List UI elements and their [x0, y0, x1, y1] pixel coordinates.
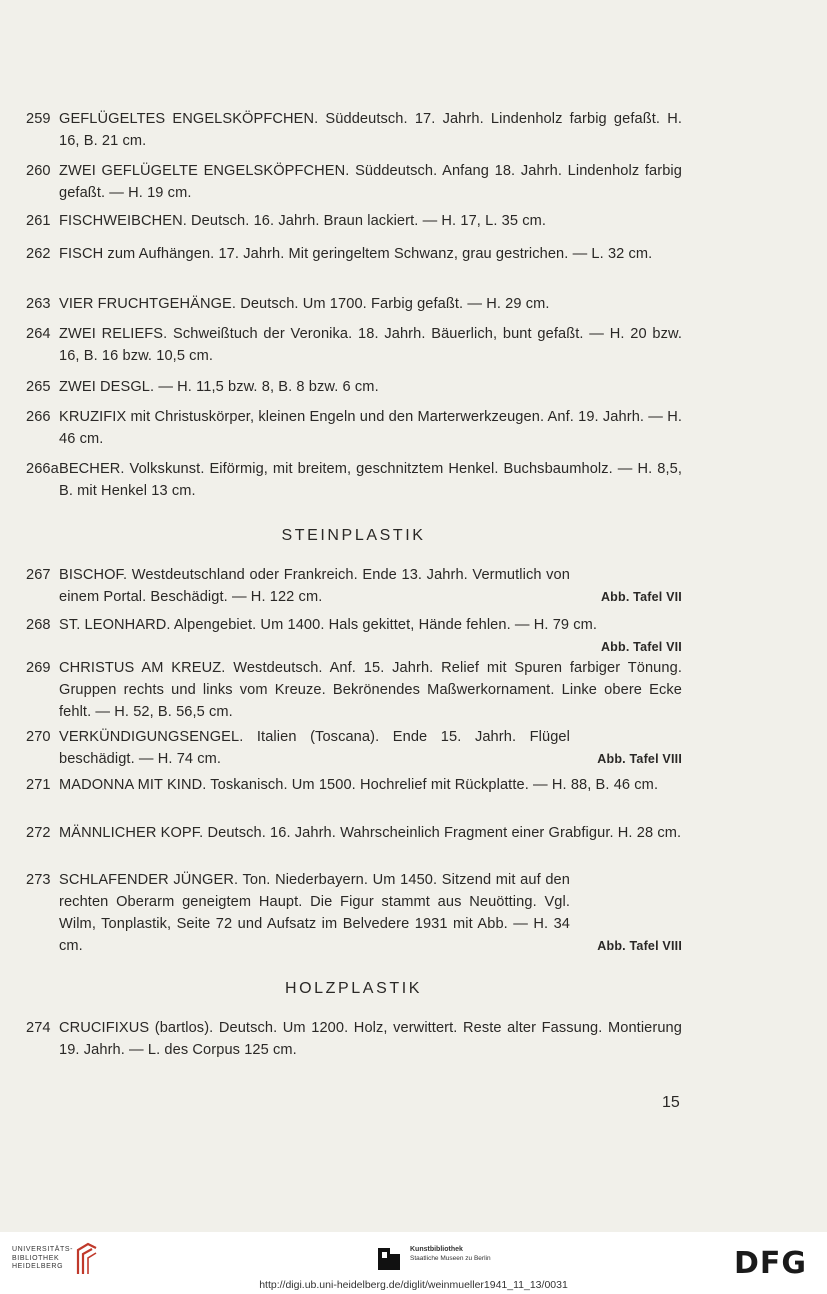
plate-reference: Abb. Tafel VIII [597, 752, 682, 766]
entry-text: BISCHOF. Westdeutschland oder Frankreich. Ende 13. Jahrh. Vermutlich von einem Portal. Beschädigt. — H. 122 cm. [59, 567, 570, 605]
entry-263 [26, 293, 682, 315]
entry-text: MADONNA MIT KIND. Toskanisch. Um 1500. Hochrelief mit Rückplatte. — H. 88, B. 46 cm. [59, 777, 659, 793]
entry-number: 268 [26, 617, 51, 633]
entry-268 [26, 614, 682, 658]
entry-number: 264 [26, 326, 51, 342]
entry-number: 266 [26, 409, 51, 425]
entry-269 [26, 657, 682, 723]
entry-text: ST. LEONHARD. Alpengebiet. Um 1400. Hals gekittet, Hände fehlen. — H. 79 cm. [59, 617, 598, 633]
kb-line-2: Staatliche Museen zu Berlin [410, 1255, 491, 1262]
source-url[interactable]: http://digi.ub.uni-heidelberg.de/diglit/weinmueller1941_11_13/0031 [259, 1279, 568, 1291]
page-number: 15 [662, 1094, 680, 1111]
entry-text: SCHLAFENDER JÜNGER. Ton. Niederbayern. Um 1450. Sitzend mit auf den rechten Oberarm geneigtem Haupt. Die Figur stammt aus Neuötting. Vgl. Wilm, Tonplastik, Seite 72 und Aufsatz im Belvedere 1931 mit Abb. — H. 34 cm. [59, 872, 570, 954]
dfg-logo: DFG [734, 1246, 808, 1281]
entry-text: FISCHWEIBCHEN. Deutsch. 16. Jahrh. Braun lackiert. — H. 17, L. 35 cm. [59, 213, 547, 229]
entry-text: VERKÜNDIGUNGSENGEL. Italien (Toscana). Ende 15. Jahrh. Flügel beschädigt. — H. 74 cm. [59, 729, 570, 767]
entry-text: BECHER. Volkskunst. Eiförmig, mit breitem, geschnitztem Henkel. Buchsbaumholz. — H. 8,5, B. mit Henkel 13 cm. [59, 461, 682, 499]
kb-line-1: Kunstbibliothek [410, 1246, 463, 1253]
kunstbibliothek-label [410, 1245, 491, 1263]
entry-260 [26, 160, 682, 204]
entry-267 [26, 564, 682, 608]
digitization-footer [0, 1232, 827, 1294]
entry-number: 262 [26, 246, 51, 262]
entry-number: 272 [26, 825, 51, 841]
uni-line-1: UNIVERSITÄTS- [12, 1246, 74, 1253]
entry-262 [26, 243, 682, 265]
entry-text: CRUCIFIXUS (bartlos). Deutsch. Um 1200. Holz, verwittert. Reste alter Fassung. Montierung 19. Jahrh. — L. des Corpus 125 cm. [59, 1020, 682, 1058]
section-heading-steinplastik: STEINPLASTIK [281, 527, 426, 544]
entry-264 [26, 323, 682, 367]
entry-270 [26, 726, 682, 770]
entry-text: ZWEI GEFLÜGELTE ENGELSKÖPFCHEN. Süddeutsch. Anfang 18. Jahrh. Lindenholz farbig gefaßt. — H. 19 cm. [59, 163, 682, 201]
university-library-label [12, 1246, 73, 1272]
entry-273 [26, 869, 682, 957]
entry-number: 263 [26, 296, 51, 312]
entry-265 [26, 376, 682, 398]
entry-number: 265 [26, 379, 51, 395]
plate-reference: Abb. Tafel VII [600, 640, 682, 654]
university-logo-icon [74, 1242, 100, 1276]
entry-274 [26, 1017, 682, 1061]
entry-number: 260 [26, 163, 51, 179]
entry-261 [26, 210, 682, 232]
entry-272 [26, 822, 682, 844]
entry-271 [26, 774, 682, 796]
entry-number: 261 [26, 213, 51, 229]
entry-text: MÄNNLICHER KOPF. Deutsch. 16. Jahrh. Wahrscheinlich Fragment einer Grabfigur. H. 28 cm. [59, 825, 682, 841]
entry-text: KRUZIFIX mit Christuskörper, kleinen Engeln und den Marterwerkzeugen. Anf. 19. Jahrh. — H. 46 cm. [59, 409, 682, 447]
entry-259 [26, 108, 682, 152]
entry-266 [26, 406, 682, 450]
entry-text: FISCH zum Aufhängen. 17. Jahrh. Mit geringeltem Schwanz, grau gestrichen. — L. 32 cm. [59, 246, 653, 262]
entry-number: 274 [26, 1020, 51, 1036]
entry-text: VIER FRUCHTGEHÄNGE. Deutsch. Um 1700. Farbig gefaßt. — H. 29 cm. [59, 296, 550, 312]
entry-text: GEFLÜGELTES ENGELSKÖPFCHEN. Süddeutsch. 17. Jahrh. Lindenholz farbig gefaßt. H. 16, B. 21 cm. [59, 111, 682, 149]
entry-number: 273 [26, 872, 51, 888]
entry-number: 267 [26, 567, 51, 583]
uni-line-2: BIBLIOTHEK [12, 1254, 60, 1262]
entry-number: 270 [26, 729, 51, 745]
entry-266a [26, 458, 682, 502]
section-heading-holzplastik: HOLZPLASTIK [284, 980, 423, 997]
entry-number: 271 [26, 777, 51, 793]
entry-text: ZWEI DESGL. — H. 11,5 bzw. 8, B. 8 bzw. 6 cm. [59, 379, 379, 395]
plate-reference: Abb. Tafel VII [600, 590, 682, 604]
entry-text: CHRISTUS AM KREUZ. Westdeutsch. Anf. 15. Jahrh. Relief mit Spuren farbiger Tönung. Gruppen rechts und links vom Kreuze. Bekrönendes Maßwerkornament. Linke obere Ecke fehlt. — H. 52, B. 56,5 cm. [59, 660, 682, 720]
kunstbibliothek-logo-icon [378, 1248, 404, 1270]
plate-reference: Abb. Tafel VIII [597, 939, 682, 953]
entry-number: 269 [26, 660, 51, 676]
uni-line-3: HEIDELBERG [12, 1263, 64, 1270]
entry-text: ZWEI RELIEFS. Schweißtuch der Veronika. 18. Jahrh. Bäuerlich, bunt gefaßt. — H. 20 bzw. 16, B. 16 bzw. 10,5 cm. [59, 326, 682, 364]
entry-number: 266a [26, 461, 59, 477]
entry-number: 259 [26, 111, 51, 127]
